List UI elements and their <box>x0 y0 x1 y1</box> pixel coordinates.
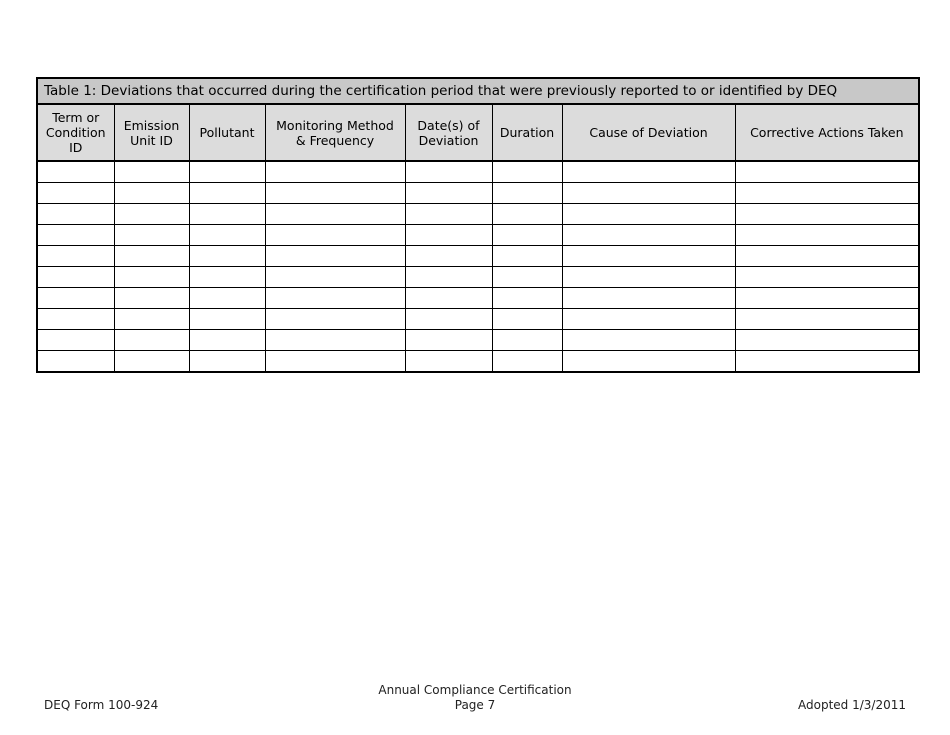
table-cell[interactable] <box>492 309 562 330</box>
table-cell[interactable] <box>189 161 265 183</box>
table-cell[interactable] <box>265 330 405 351</box>
table-cell[interactable] <box>114 330 189 351</box>
table-cell[interactable] <box>189 183 265 204</box>
footer-center <box>300 683 650 713</box>
table-row <box>37 330 919 351</box>
table-cell[interactable] <box>265 267 405 288</box>
table-cell[interactable] <box>37 351 114 373</box>
table-cell[interactable] <box>735 330 919 351</box>
table-cell[interactable] <box>189 309 265 330</box>
form-number: DEQ Form 100-924 <box>44 698 159 712</box>
table-cell[interactable] <box>405 351 492 373</box>
table-cell[interactable] <box>562 204 735 225</box>
table-cell[interactable] <box>265 351 405 373</box>
table-cell[interactable] <box>735 246 919 267</box>
table-row <box>37 267 919 288</box>
table-cell[interactable] <box>562 288 735 309</box>
table-cell[interactable] <box>405 161 492 183</box>
table-cell[interactable] <box>114 351 189 373</box>
table-cell[interactable] <box>189 288 265 309</box>
table-cell[interactable] <box>37 246 114 267</box>
adopted-date: Adopted 1/3/2011 <box>798 698 906 712</box>
table-cell[interactable] <box>735 204 919 225</box>
document-title: Annual Compliance Certification <box>378 683 572 697</box>
table-cell[interactable] <box>265 246 405 267</box>
table-cell[interactable] <box>189 330 265 351</box>
table-cell[interactable] <box>265 161 405 183</box>
table-cell[interactable] <box>189 225 265 246</box>
table-cell[interactable] <box>114 288 189 309</box>
table-cell[interactable] <box>114 267 189 288</box>
table-cell[interactable] <box>265 183 405 204</box>
table-cell[interactable] <box>114 204 189 225</box>
table-cell[interactable] <box>562 246 735 267</box>
table-cell[interactable] <box>735 225 919 246</box>
table-cell[interactable] <box>562 309 735 330</box>
table-cell[interactable] <box>114 161 189 183</box>
table-cell[interactable] <box>492 204 562 225</box>
table-cell[interactable] <box>405 225 492 246</box>
column-header-cause-of-deviation: Cause of Deviation <box>562 104 735 161</box>
table-cell[interactable] <box>492 330 562 351</box>
table-cell[interactable] <box>562 183 735 204</box>
table-cell[interactable] <box>114 225 189 246</box>
column-header-monitoring-method: Monitoring Method & Frequency <box>265 104 405 161</box>
table-row <box>37 309 919 330</box>
table-cell[interactable] <box>265 288 405 309</box>
table-cell[interactable] <box>37 288 114 309</box>
table-row <box>37 161 919 183</box>
table-cell[interactable] <box>405 246 492 267</box>
table-cell[interactable] <box>37 183 114 204</box>
table-row <box>37 204 919 225</box>
table-row <box>37 246 919 267</box>
table-cell[interactable] <box>405 288 492 309</box>
page-number: Page 7 <box>454 698 496 712</box>
table-cell[interactable] <box>562 161 735 183</box>
table-cell[interactable] <box>37 267 114 288</box>
table-cell[interactable] <box>562 330 735 351</box>
table-cell[interactable] <box>735 309 919 330</box>
table-row <box>37 225 919 246</box>
column-header-dates-of-deviation: Date(s) of Deviation <box>405 104 492 161</box>
table-cell[interactable] <box>735 183 919 204</box>
table-cell[interactable] <box>189 246 265 267</box>
table-cell[interactable] <box>114 309 189 330</box>
table-cell[interactable] <box>37 161 114 183</box>
table-cell[interactable] <box>114 246 189 267</box>
table-cell[interactable] <box>492 246 562 267</box>
column-header-pollutant: Pollutant <box>189 104 265 161</box>
table-cell[interactable] <box>37 225 114 246</box>
table-cell[interactable] <box>189 204 265 225</box>
table-row <box>37 183 919 204</box>
table-cell[interactable] <box>492 351 562 373</box>
table-cell[interactable] <box>492 288 562 309</box>
table-title: Table 1: Deviations that occurred during the certification period that were previously reported to or identified by DEQ <box>37 78 919 104</box>
table-cell[interactable] <box>405 267 492 288</box>
table-cell[interactable] <box>405 309 492 330</box>
table-cell[interactable] <box>492 267 562 288</box>
table-cell[interactable] <box>492 225 562 246</box>
column-header-corrective-actions: Corrective Actions Taken <box>735 104 919 161</box>
table-row <box>37 351 919 373</box>
table-cell[interactable] <box>735 161 919 183</box>
table-cell[interactable] <box>735 267 919 288</box>
deviations-table <box>36 77 920 373</box>
table-cell[interactable] <box>492 161 562 183</box>
table-row <box>37 288 919 309</box>
table-cell[interactable] <box>114 183 189 204</box>
table-cell[interactable] <box>265 309 405 330</box>
table-cell[interactable] <box>37 330 114 351</box>
table-cell[interactable] <box>562 351 735 373</box>
table-body <box>37 161 919 372</box>
table-cell[interactable] <box>265 204 405 225</box>
table-cell[interactable] <box>492 183 562 204</box>
table-cell[interactable] <box>405 204 492 225</box>
table-cell[interactable] <box>37 309 114 330</box>
table-cell[interactable] <box>735 288 919 309</box>
table-cell[interactable] <box>265 225 405 246</box>
table-cell[interactable] <box>189 351 265 373</box>
header-row <box>37 104 919 161</box>
table-cell[interactable] <box>735 351 919 373</box>
table-cell[interactable] <box>562 225 735 246</box>
column-header-duration: Duration <box>492 104 562 161</box>
table-cell[interactable] <box>405 330 492 351</box>
table-cell[interactable] <box>562 267 735 288</box>
column-header-emission-unit-id: Emission Unit ID <box>114 104 189 161</box>
table-cell[interactable] <box>405 183 492 204</box>
table-cell[interactable] <box>37 204 114 225</box>
table-cell[interactable] <box>189 267 265 288</box>
column-header-term-condition-id: Term or Condition ID <box>37 104 114 161</box>
